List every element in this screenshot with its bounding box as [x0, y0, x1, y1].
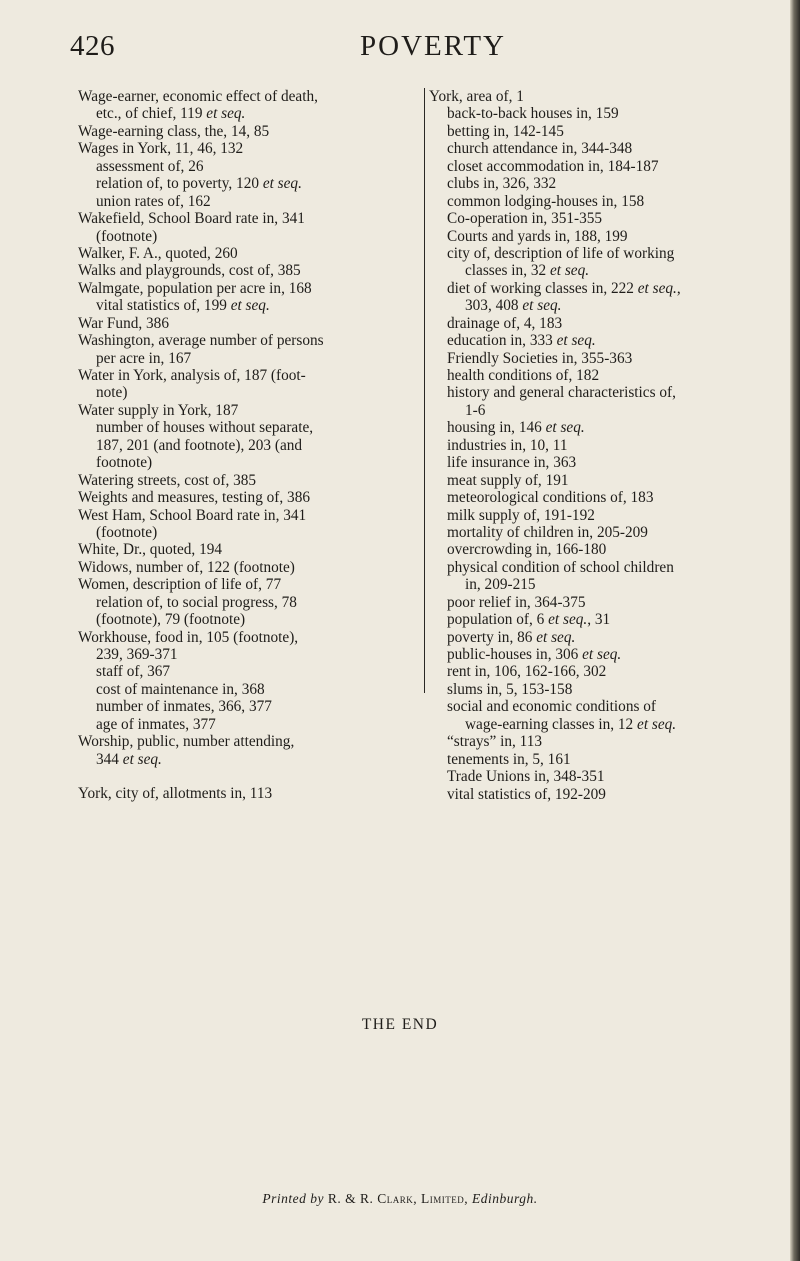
- printer-place: Edinburgh.: [472, 1191, 538, 1206]
- index-entry: Water in York, analysis of, 187 (foot-: [78, 367, 306, 384]
- index-entry: clubs in, 326, 332: [447, 175, 557, 193]
- index-entry: West Ham, School Board rate in, 341: [78, 506, 307, 524]
- index-entry: life insurance in, 363: [447, 454, 577, 472]
- index-entry: meteorological conditions of, 183: [447, 489, 654, 507]
- index-entry: per acre in, 167: [96, 349, 192, 367]
- index-entry: poverty in, 86 et seq.: [447, 628, 576, 646]
- page-number: 426: [70, 30, 115, 62]
- index-entry: classes in, 32 et seq.: [465, 262, 590, 280]
- index-entry: Workhouse, food in, 105 (footnote),: [78, 628, 299, 646]
- index-entry: Walks and playgrounds, cost of, 385: [78, 262, 301, 280]
- the-end-text: THE END: [361, 1016, 439, 1033]
- index-entry: education in, 333 et seq.: [447, 332, 596, 350]
- printer-imprint: [0, 1191, 800, 1207]
- index-entry: Wages in York, 11, 46, 132: [78, 140, 244, 158]
- index-entry: Worship, public, number attending,: [78, 733, 295, 751]
- index-entry: Trade Unions in, 348-351: [447, 768, 605, 786]
- index-entry: church attendance in, 344-348: [447, 140, 633, 158]
- index-entry: 344 et seq.: [96, 750, 162, 768]
- printer-printed-by: Printed by: [262, 1191, 324, 1206]
- index-entry: War Fund, 386: [78, 314, 169, 332]
- column-divider: [424, 88, 425, 693]
- index-entry: York, city of, allotments in, 113: [78, 785, 273, 803]
- index-entry: city of, description of life of working: [447, 244, 675, 262]
- index-entry: overcrowding in, 166-180: [447, 541, 607, 559]
- index-entry: cost of maintenance in, 368: [96, 680, 265, 698]
- index-entry: note): [96, 384, 128, 402]
- index-entry: Wakefield, School Board rate in, 341: [78, 210, 305, 228]
- index-entry: Water supply in York, 187: [78, 401, 239, 419]
- index-entry: 239, 369-371: [96, 646, 178, 663]
- running-title: POVERTY: [360, 30, 506, 62]
- index-entry: Weights and measures, testing of, 386: [78, 489, 310, 507]
- index-entry: number of houses without separate,: [96, 419, 314, 437]
- index-entry: 303, 408 et seq.: [465, 297, 562, 315]
- index-entry: (footnote): [96, 227, 158, 245]
- page-binding-edge: [790, 0, 800, 1261]
- index-entry: population of, 6 et seq., 31: [447, 611, 611, 629]
- index-entry: vital statistics of, 199 et seq.: [96, 297, 270, 315]
- index-entry: industries in, 10, 11: [447, 436, 568, 454]
- index-entry: meat supply of, 191: [447, 471, 569, 489]
- index-entry: tenements in, 5, 161: [447, 750, 571, 768]
- index-entry: Women, description of life of, 77: [78, 576, 282, 594]
- index-entry: Washington, average number of persons: [78, 332, 324, 350]
- index-entry: relation of, to social progress, 78: [96, 593, 297, 611]
- index-entry: wage-earning classes in, 12 et seq.: [465, 715, 677, 733]
- index-entry: Widows, number of, 122 (footnote): [78, 558, 295, 576]
- index-entry: etc., of chief, 119 et seq.: [96, 105, 246, 123]
- index-entry: drainage of, 4, 183: [447, 314, 563, 332]
- index-entry: health conditions of, 182: [447, 367, 600, 384]
- page-header: [70, 30, 770, 70]
- index-entry: common lodging-houses in, 158: [447, 192, 645, 210]
- index-entry: White, Dr., quoted, 194: [78, 541, 223, 559]
- index-entry: “strays” in, 113: [447, 733, 543, 751]
- index-entry: physical condition of school children: [447, 558, 674, 576]
- index-column-right: [429, 88, 774, 803]
- index-entry: (footnote), 79 (footnote): [96, 611, 246, 629]
- index-entry: Courts and yards in, 188, 199: [447, 227, 628, 245]
- index-entry: relation of, to poverty, 120 et seq.: [96, 175, 302, 193]
- index-entry: staff of, 367: [96, 663, 171, 681]
- index-entry: vital statistics of, 192-209: [447, 785, 606, 803]
- index-entry: history and general characteristics of,: [447, 384, 676, 402]
- index-entry: poor relief in, 364-375: [447, 593, 586, 611]
- index-entry: diet of working classes in, 222 et seq.,: [447, 279, 681, 297]
- index-entry: 1-6: [465, 401, 486, 419]
- index-entry: assessment of, 26: [96, 157, 204, 175]
- index-entry: rent in, 106, 162-166, 302: [447, 663, 607, 681]
- index-entry: Co-operation in, 351-355: [447, 210, 603, 228]
- index-entry: 187, 201 (and footnote), 203 (and: [96, 436, 303, 454]
- printer-name: R. & R. Clark, Limited,: [327, 1191, 469, 1206]
- index-entry: milk supply of, 191-192: [447, 506, 595, 524]
- index-column-left: [78, 88, 420, 803]
- index-entry: public-houses in, 306 et seq.: [447, 646, 622, 663]
- index-entry: Watering streets, cost of, 385: [78, 471, 257, 489]
- index-entry: closet accommodation in, 184-187: [447, 157, 659, 175]
- index-entry: betting in, 142-145: [447, 122, 564, 140]
- index-entry: social and economic conditions of: [447, 698, 657, 716]
- index-entry: footnote): [96, 454, 153, 472]
- index-entry: in, 209-215: [465, 576, 536, 594]
- index-entry: housing in, 146 et seq.: [447, 419, 585, 437]
- index-entry: back-to-back houses in, 159: [447, 105, 619, 123]
- index-entry: Walker, F. A., quoted, 260: [78, 244, 238, 262]
- index-entry: mortality of children in, 205-209: [447, 523, 648, 541]
- index-entry: Wage-earner, economic effect of death,: [78, 88, 318, 105]
- index-entry: (footnote): [96, 523, 158, 541]
- index-entry: York, area of, 1: [429, 88, 524, 105]
- index-entry: number of inmates, 366, 377: [96, 698, 272, 716]
- index-entry: Wage-earning class, the, 14, 85: [78, 122, 270, 140]
- index-entry: Walmgate, population per acre in, 168: [78, 279, 312, 297]
- index-spacer: [78, 768, 420, 785]
- index-entry: slums in, 5, 153-158: [447, 680, 573, 698]
- index-entry: Friendly Societies in, 355-363: [447, 349, 633, 367]
- index-entry: union rates of, 162: [96, 192, 211, 210]
- index-entry: age of inmates, 377: [96, 715, 216, 733]
